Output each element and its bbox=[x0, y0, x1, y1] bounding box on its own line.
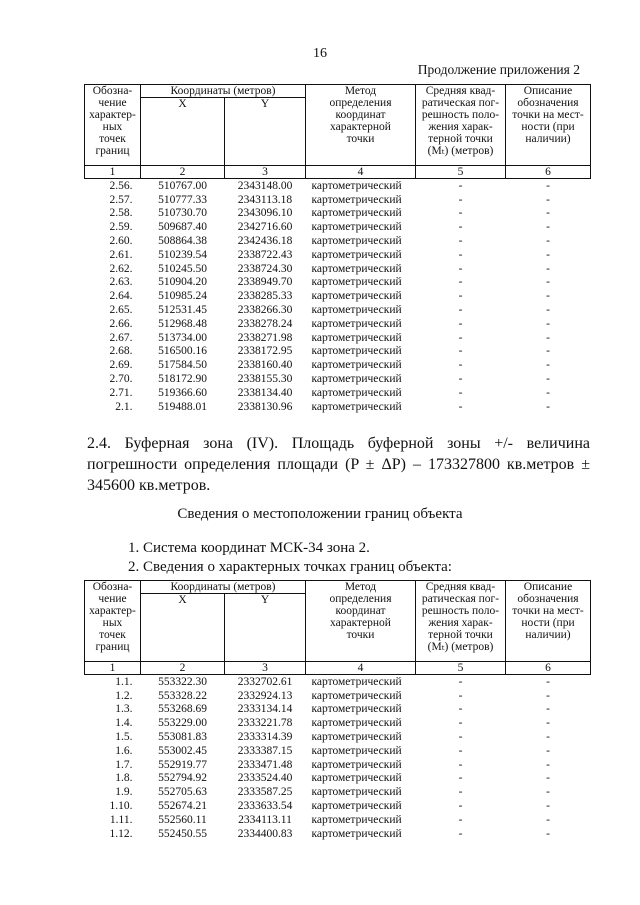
table-row bbox=[85, 716, 591, 730]
method-cell: картометрический bbox=[311, 744, 402, 757]
description-cell: - bbox=[546, 827, 550, 840]
coord-y-cell: 2343096.10 bbox=[237, 207, 293, 220]
table-row bbox=[85, 813, 591, 827]
table-row bbox=[85, 289, 591, 303]
method-cell: картометрический bbox=[311, 290, 402, 303]
point-id-cell: 1.11. bbox=[109, 813, 133, 826]
point-id-cell: 1.10. bbox=[109, 800, 133, 813]
coord-x-cell: 510777.33 bbox=[158, 193, 207, 206]
point-id-cell: 2.68. bbox=[109, 345, 133, 358]
table-row bbox=[85, 400, 591, 414]
table-row bbox=[85, 785, 591, 799]
error-cell: - bbox=[458, 248, 463, 261]
method-cell: картометрический bbox=[311, 235, 402, 248]
coord-x-cell: 513734.00 bbox=[158, 331, 207, 344]
table-row bbox=[85, 345, 591, 359]
point-id-cell: 1.2. bbox=[115, 689, 133, 702]
coord-x-cell: 510239.54 bbox=[158, 248, 207, 261]
error-cell: - bbox=[458, 235, 463, 248]
coord-x-cell: 516500.16 bbox=[158, 345, 207, 358]
coord-y-cell: 2333221.78 bbox=[237, 717, 293, 730]
coord-y-cell: 2343113.18 bbox=[237, 193, 293, 206]
coord-y-cell: 2343148.00 bbox=[237, 179, 293, 192]
method-cell: картометрический bbox=[311, 827, 402, 840]
coord-y-cell: 2342436.18 bbox=[237, 235, 293, 248]
description-cell: - bbox=[546, 386, 550, 399]
header-col-number: 2 bbox=[141, 662, 225, 675]
table-row bbox=[85, 317, 591, 331]
coord-x-cell: 552674.21 bbox=[158, 800, 207, 813]
point-id-cell: 2.69. bbox=[109, 359, 133, 372]
point-id-cell: 1.8. bbox=[115, 772, 133, 785]
header-error: Средняя квад- ратическая пог- решность поло- жения харак- терной точки (Mₜ) (метров) bbox=[416, 581, 506, 662]
error-cell: - bbox=[458, 689, 463, 702]
error-cell: - bbox=[458, 262, 463, 275]
error-cell: - bbox=[458, 290, 463, 303]
method-cell: картометрический bbox=[311, 813, 402, 826]
method-cell: картометрический bbox=[311, 689, 402, 702]
description-cell: - bbox=[546, 772, 550, 785]
point-id-cell: 2.64. bbox=[109, 290, 133, 303]
error-cell: - bbox=[458, 193, 463, 206]
coord-x-cell: 517584.50 bbox=[158, 359, 207, 372]
description-cell: - bbox=[546, 345, 550, 358]
error-cell: - bbox=[458, 786, 463, 799]
coord-y-cell: 2338134.40 bbox=[237, 386, 293, 399]
header-col-number: 5 bbox=[416, 662, 506, 675]
table-row bbox=[85, 730, 591, 744]
method-cell: картометрический bbox=[311, 193, 402, 206]
table-row bbox=[85, 207, 591, 221]
header-method: Метод определения координат характерной точки bbox=[306, 85, 416, 166]
table-row bbox=[85, 179, 591, 193]
method-cell: картометрический bbox=[311, 386, 402, 399]
error-cell: - bbox=[458, 675, 463, 688]
header-coordinates-group: Координаты (метров) bbox=[141, 581, 306, 594]
coord-y-cell: 2333471.48 bbox=[237, 758, 293, 771]
header-col-number: 1 bbox=[85, 166, 141, 179]
description-cell: - bbox=[546, 276, 550, 289]
header-col-number: 6 bbox=[506, 166, 591, 179]
method-cell: картометрический bbox=[311, 703, 402, 716]
coord-x-cell: 509687.40 bbox=[158, 221, 207, 234]
point-id-cell: 2.60. bbox=[109, 235, 133, 248]
table-row bbox=[85, 689, 591, 703]
method-cell: картометрический bbox=[311, 400, 402, 413]
error-cell: - bbox=[458, 317, 463, 330]
description-cell: - bbox=[546, 675, 550, 688]
description-cell: - bbox=[546, 290, 550, 303]
coord-y-cell: 2332702.61 bbox=[237, 675, 293, 688]
coord-x-cell: 512531.45 bbox=[158, 304, 207, 317]
point-id-cell: 2.62. bbox=[109, 262, 133, 275]
coord-x-cell: 552560.11 bbox=[158, 813, 207, 826]
description-cell: - bbox=[546, 262, 550, 275]
method-cell: картометрический bbox=[311, 373, 402, 386]
description-cell: - bbox=[546, 400, 550, 413]
coord-x-cell: 552450.55 bbox=[158, 827, 207, 840]
header-method: Метод определения координат характерной точки bbox=[306, 581, 416, 662]
description-cell: - bbox=[546, 717, 550, 730]
header-y: Y bbox=[225, 594, 306, 662]
point-id-cell: 2.67. bbox=[109, 331, 133, 344]
point-id-cell: 1.7. bbox=[115, 758, 133, 771]
error-cell: - bbox=[458, 717, 463, 730]
method-cell: картометрический bbox=[311, 276, 402, 289]
point-id-cell: 2.70. bbox=[109, 373, 133, 386]
point-id-cell: 1.4. bbox=[115, 717, 133, 730]
coord-x-cell: 510245.50 bbox=[158, 262, 207, 275]
table-row bbox=[85, 248, 591, 262]
error-cell: - bbox=[458, 359, 463, 372]
table-row bbox=[85, 331, 591, 345]
error-cell: - bbox=[458, 276, 463, 289]
coord-y-cell: 2338271.98 bbox=[237, 331, 293, 344]
header-error: Средняя квад- ратическая пог- решность поло- жения харак- терной точки (Mₜ) (метров) bbox=[416, 85, 506, 166]
header-point-designation: Обозна- чение характер- ных точек границ bbox=[85, 85, 141, 166]
point-id-cell: 1.6. bbox=[115, 744, 133, 757]
coord-y-cell: 2338949.70 bbox=[237, 276, 293, 289]
header-coordinates-group: Координаты (метров) bbox=[141, 85, 306, 98]
error-cell: - bbox=[458, 813, 463, 826]
coord-x-cell: 510730.70 bbox=[158, 207, 207, 220]
point-id-cell: 2.58. bbox=[109, 207, 133, 220]
description-cell: - bbox=[546, 689, 550, 702]
coord-y-cell: 2338266.30 bbox=[237, 304, 293, 317]
coord-x-cell: 552705.63 bbox=[158, 786, 207, 799]
coord-x-cell: 508864.38 bbox=[158, 235, 207, 248]
method-cell: картометрический bbox=[311, 207, 402, 220]
table-row bbox=[85, 303, 591, 317]
coord-x-cell: 519366.60 bbox=[158, 386, 207, 399]
table-row bbox=[85, 772, 591, 786]
error-cell: - bbox=[458, 373, 463, 386]
coord-y-cell: 2333524.40 bbox=[237, 772, 293, 785]
point-id-cell: 1.9. bbox=[115, 786, 133, 799]
header-col-number: 5 bbox=[416, 166, 506, 179]
coord-y-cell: 2338724.30 bbox=[237, 262, 293, 275]
description-cell: - bbox=[546, 331, 550, 344]
coord-y-cell: 2338160.40 bbox=[237, 359, 293, 372]
description-cell: - bbox=[546, 193, 550, 206]
coord-x-cell: 553322.30 bbox=[158, 675, 207, 688]
point-id-cell: 2.63. bbox=[109, 276, 133, 289]
buffer-zone-paragraph: 2.4. Буферная зона (IV). Площадь буферной зоны +/- величина погрешности определения площади (P ± ΔP) – 173327800 кв.метров ± 345600 кв.метров. bbox=[87, 435, 590, 494]
header-col-number: 3 bbox=[225, 662, 306, 675]
coord-y-cell: 2334113.11 bbox=[238, 813, 292, 826]
description-cell: - bbox=[546, 373, 550, 386]
point-id-cell: 2.66. bbox=[109, 317, 133, 330]
description-cell: - bbox=[546, 359, 550, 372]
method-cell: картометрический bbox=[311, 331, 402, 344]
error-cell: - bbox=[458, 800, 463, 813]
method-cell: картометрический bbox=[311, 317, 402, 330]
table-row bbox=[85, 276, 591, 290]
method-cell: картометрический bbox=[311, 758, 402, 771]
point-id-cell: 2.57. bbox=[109, 193, 133, 206]
header-col-number: 6 bbox=[506, 662, 591, 675]
method-cell: картометрический bbox=[311, 675, 402, 688]
method-cell: картометрический bbox=[311, 717, 402, 730]
coord-x-cell: 510767.00 bbox=[158, 179, 207, 192]
coord-x-cell: 553268.69 bbox=[158, 703, 207, 716]
table-row bbox=[85, 193, 591, 207]
error-cell: - bbox=[458, 207, 463, 220]
coord-y-cell: 2333587.25 bbox=[237, 786, 293, 799]
appendix-continuation-label: Продолжение приложения 2 bbox=[417, 62, 580, 77]
coord-y-cell: 2338285.33 bbox=[237, 290, 293, 303]
description-cell: - bbox=[546, 248, 550, 261]
coord-y-cell: 2342716.60 bbox=[237, 221, 293, 234]
table-row bbox=[85, 758, 591, 772]
description-cell: - bbox=[546, 703, 550, 716]
method-cell: картометрический bbox=[311, 359, 402, 372]
header-point-designation: Обозна- чение характер- ных точек границ bbox=[85, 581, 141, 662]
error-cell: - bbox=[458, 731, 463, 744]
point-id-cell: 2.61. bbox=[109, 248, 133, 261]
coord-y-cell: 2333633.54 bbox=[237, 800, 293, 813]
table-row bbox=[85, 703, 591, 717]
description-cell: - bbox=[546, 304, 550, 317]
error-cell: - bbox=[458, 400, 463, 413]
point-id-cell: 2.59. bbox=[109, 221, 133, 234]
coord-x-cell: 519488.01 bbox=[158, 400, 207, 413]
description-cell: - bbox=[546, 221, 550, 234]
point-id-cell: 2.1. bbox=[115, 400, 133, 413]
method-cell: картометрический bbox=[311, 221, 402, 234]
coord-y-cell: 2338722.43 bbox=[237, 248, 293, 261]
coordinates-table-buffer-zone bbox=[84, 84, 591, 414]
description-cell: - bbox=[546, 758, 550, 771]
coord-x-cell: 510904.20 bbox=[158, 276, 207, 289]
error-cell: - bbox=[458, 772, 463, 785]
description-cell: - bbox=[546, 800, 550, 813]
method-cell: картометрический bbox=[311, 772, 402, 785]
description-cell: - bbox=[546, 235, 550, 248]
coord-y-cell: 2332924.13 bbox=[237, 689, 293, 702]
method-cell: картометрический bbox=[311, 262, 402, 275]
description-cell: - bbox=[546, 744, 550, 757]
table-row bbox=[85, 386, 591, 400]
point-id-cell: 1.5. bbox=[115, 731, 133, 744]
point-id-cell: 1.1. bbox=[115, 675, 133, 688]
method-cell: картометрический bbox=[311, 304, 402, 317]
coord-y-cell: 2333134.14 bbox=[237, 703, 293, 716]
description-cell: - bbox=[546, 786, 550, 799]
table-row bbox=[85, 358, 591, 372]
header-col-number: 4 bbox=[306, 166, 416, 179]
header-col-number: 4 bbox=[306, 662, 416, 675]
coord-x-cell: 553081.83 bbox=[158, 731, 207, 744]
header-y: Y bbox=[225, 98, 306, 166]
error-cell: - bbox=[458, 827, 463, 840]
coord-y-cell: 2334400.83 bbox=[237, 827, 293, 840]
header-x: X bbox=[141, 594, 225, 662]
page-number: 16 bbox=[313, 46, 327, 61]
point-id-cell: 1.3. bbox=[115, 703, 133, 716]
point-id-cell: 2.56. bbox=[109, 179, 133, 192]
table-row bbox=[85, 799, 591, 813]
coord-y-cell: 2338155.30 bbox=[237, 373, 293, 386]
error-cell: - bbox=[458, 758, 463, 771]
point-id-cell: 2.71. bbox=[109, 386, 133, 399]
description-cell: - bbox=[546, 207, 550, 220]
coord-x-cell: 552919.77 bbox=[158, 758, 207, 771]
table-row bbox=[85, 827, 591, 841]
error-cell: - bbox=[458, 179, 463, 192]
coord-x-cell: 553002.45 bbox=[158, 744, 207, 757]
description-cell: - bbox=[546, 179, 550, 192]
error-cell: - bbox=[458, 221, 463, 234]
table-row bbox=[85, 262, 591, 276]
description-cell: - bbox=[546, 813, 550, 826]
header-col-number: 3 bbox=[225, 166, 306, 179]
method-cell: картометрический bbox=[311, 731, 402, 744]
list-item-characteristic-points: 2. Сведения о характерных точках границ объекта: bbox=[128, 559, 452, 575]
point-id-cell: 2.65. bbox=[109, 304, 133, 317]
coord-y-cell: 2333387.15 bbox=[237, 744, 293, 757]
coord-x-cell: 553328.22 bbox=[158, 689, 207, 702]
coord-y-cell: 2333314.39 bbox=[237, 731, 293, 744]
coord-x-cell: 512968.48 bbox=[158, 317, 207, 330]
method-cell: картометрический bbox=[311, 179, 402, 192]
coordinates-table-object-boundary bbox=[84, 580, 591, 841]
coord-x-cell: 553229.00 bbox=[158, 717, 207, 730]
method-cell: картометрический bbox=[311, 345, 402, 358]
header-col-number: 2 bbox=[141, 166, 225, 179]
description-cell: - bbox=[546, 731, 550, 744]
header-x: X bbox=[141, 98, 225, 166]
section-heading: Сведения о местоположении границ объекта bbox=[177, 506, 463, 522]
coord-y-cell: 2338130.96 bbox=[237, 400, 293, 413]
coord-y-cell: 2338172.95 bbox=[237, 345, 293, 358]
header-description: Описание обозначения точки на мест- ности (при наличии) bbox=[506, 85, 591, 166]
table-row bbox=[85, 234, 591, 248]
table-row bbox=[85, 675, 591, 689]
method-cell: картометрический bbox=[311, 800, 402, 813]
point-id-cell: 1.12. bbox=[109, 827, 133, 840]
coord-y-cell: 2338278.24 bbox=[237, 317, 293, 330]
method-cell: картометрический bbox=[311, 786, 402, 799]
table-row bbox=[85, 220, 591, 234]
error-cell: - bbox=[458, 345, 463, 358]
header-col-number: 1 bbox=[85, 662, 141, 675]
error-cell: - bbox=[458, 703, 463, 716]
list-item-coordinate-system: 1. Система координат МСК-34 зона 2. bbox=[128, 540, 370, 556]
error-cell: - bbox=[458, 386, 463, 399]
table-row bbox=[85, 372, 591, 386]
table-row bbox=[85, 744, 591, 758]
coord-x-cell: 510985.24 bbox=[158, 290, 207, 303]
error-cell: - bbox=[458, 304, 463, 317]
error-cell: - bbox=[458, 744, 463, 757]
coord-x-cell: 552794.92 bbox=[158, 772, 207, 785]
coord-x-cell: 518172.90 bbox=[158, 373, 207, 386]
method-cell: картометрический bbox=[311, 248, 402, 261]
header-description: Описание обозначения точки на мест- ности (при наличии) bbox=[506, 581, 591, 662]
error-cell: - bbox=[458, 331, 463, 344]
description-cell: - bbox=[546, 317, 550, 330]
